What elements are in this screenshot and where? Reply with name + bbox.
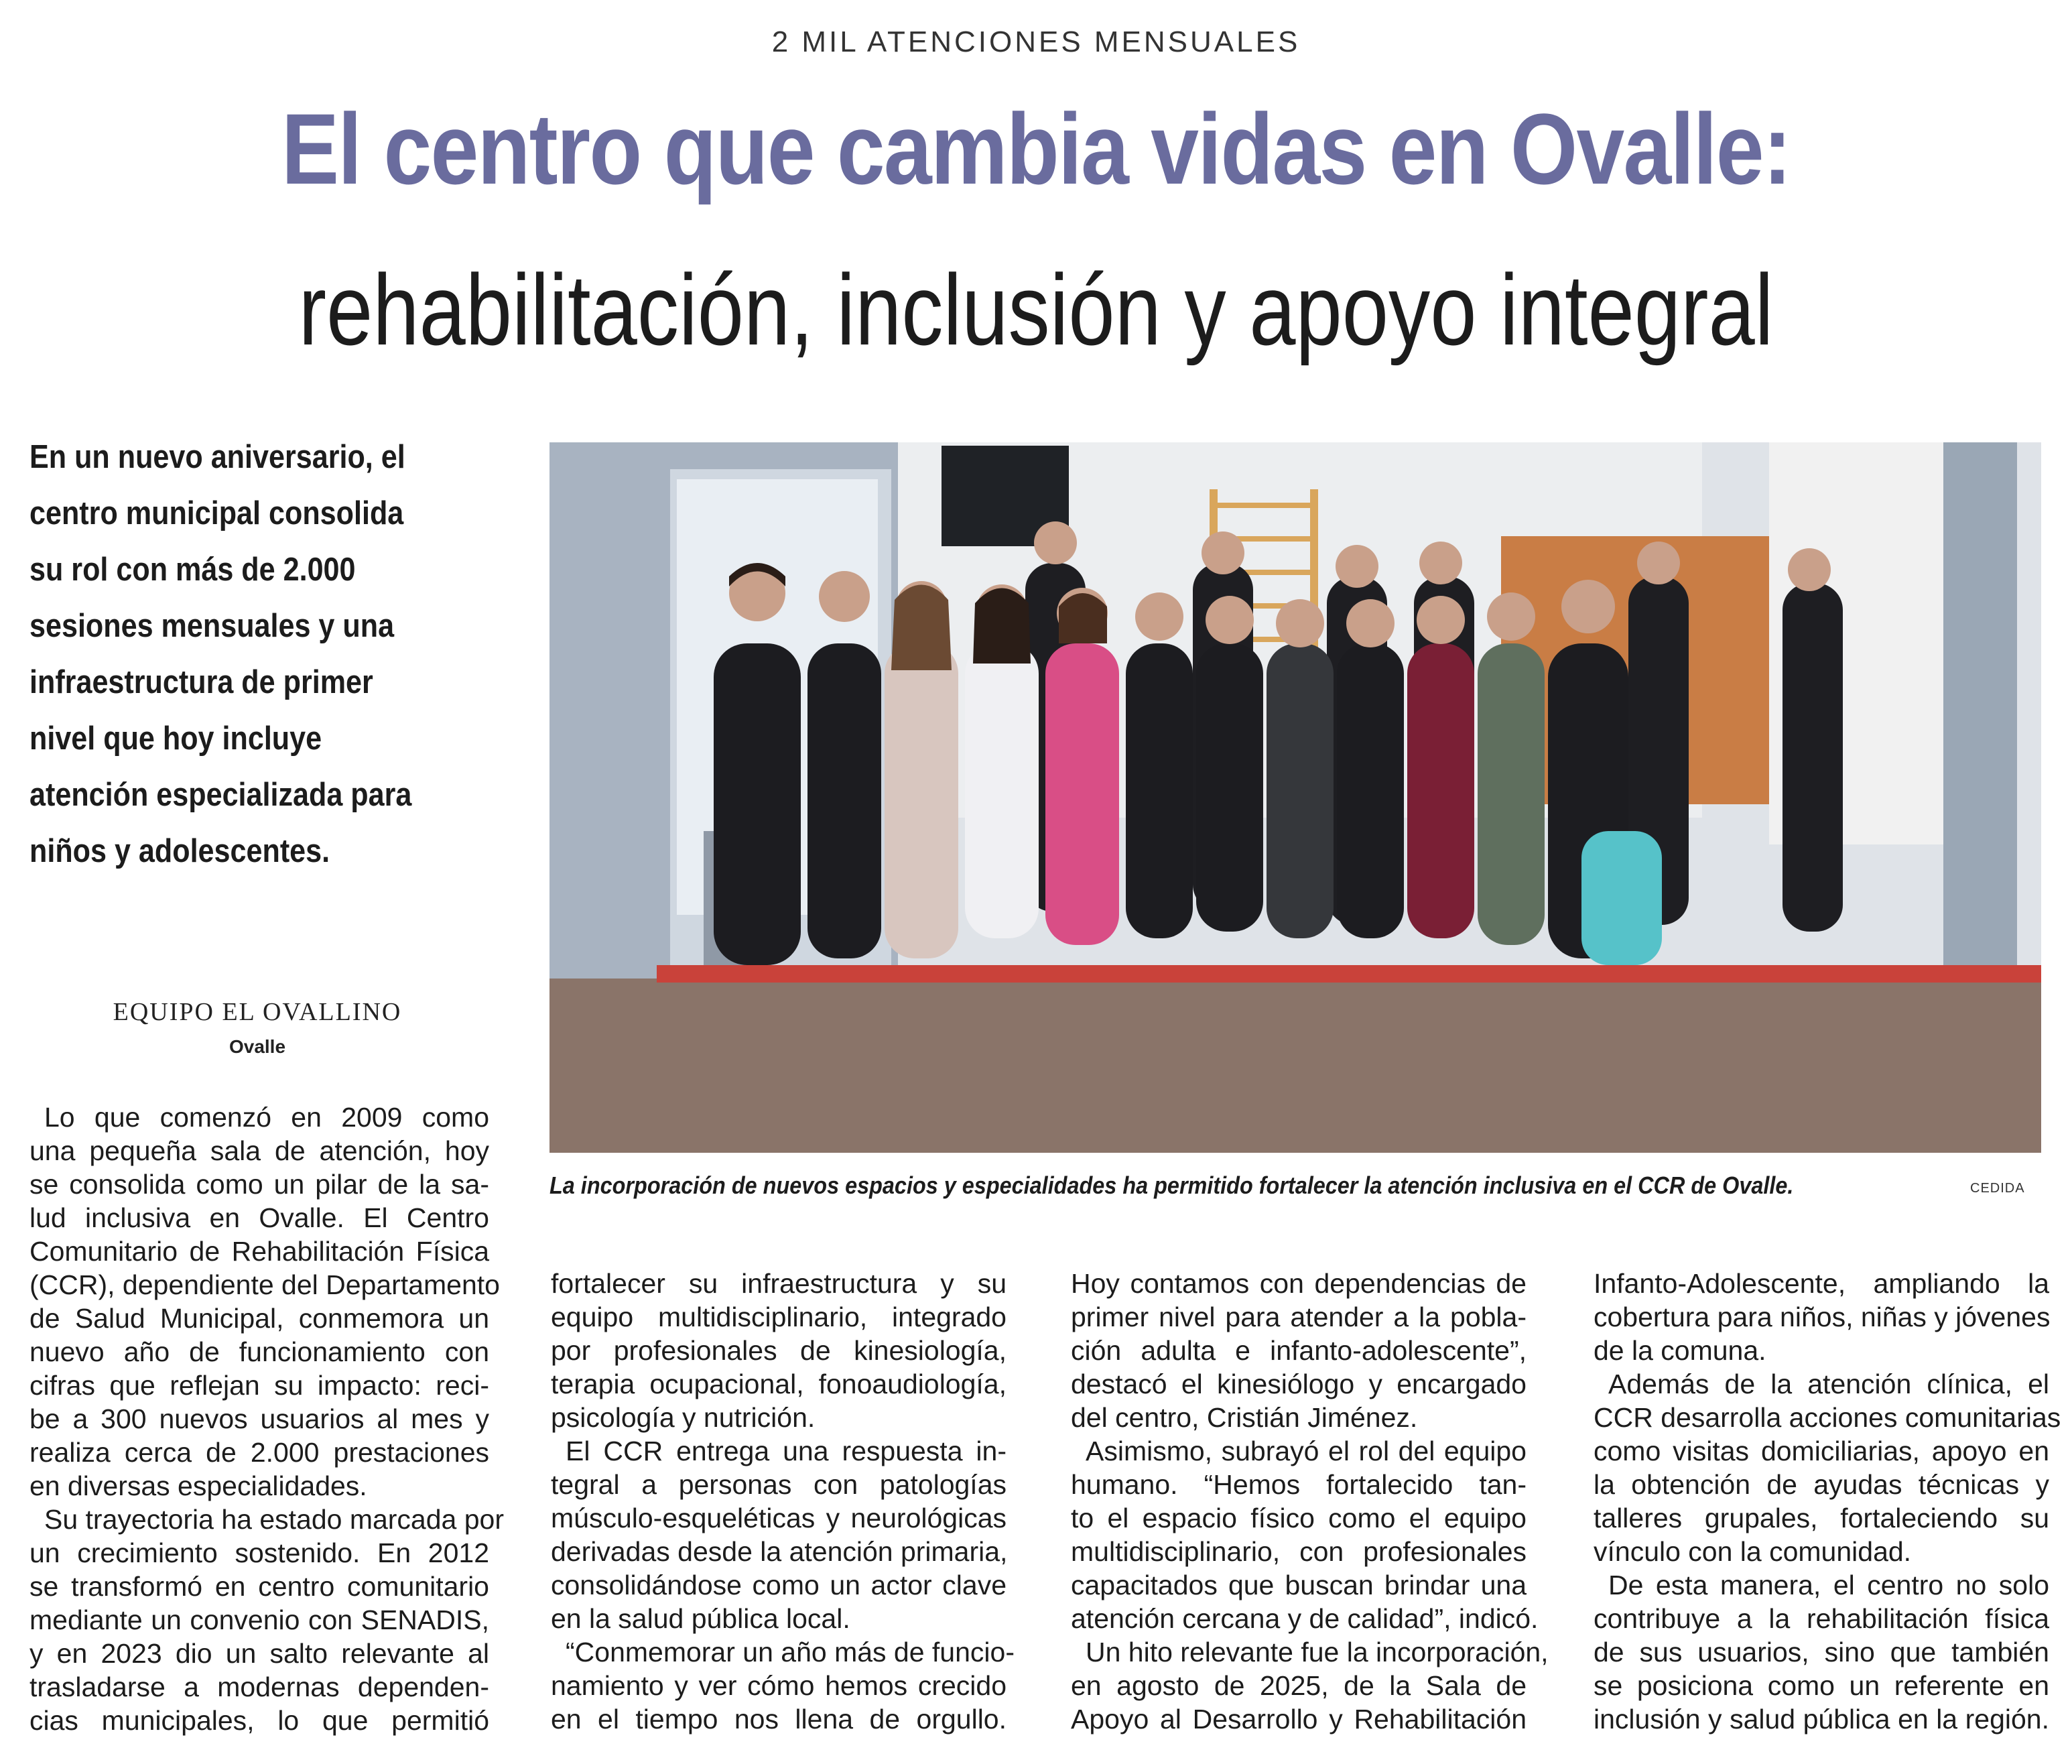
body-line: psicología y nutrición.: [551, 1402, 816, 1433]
body-line: derivadas desde la atención primaria,: [551, 1536, 1008, 1567]
body-line: De esta manera, el centro no solo: [1608, 1570, 2049, 1600]
body-line: destacó el kinesiólogo y encargado: [1071, 1369, 1527, 1399]
body-line: Apoyo al Desarrollo y Rehabilitación: [1071, 1704, 1527, 1735]
lead-line: sesiones mensuales y una: [29, 608, 395, 644]
body-line: lud inclusiva en Ovalle. El Centro: [29, 1202, 489, 1233]
body-line: y en 2023 dio un salto relevante al: [29, 1638, 489, 1669]
body-line: cias municipales, lo que permitió: [29, 1705, 489, 1736]
body-line: en diversas especialidades.: [29, 1470, 367, 1501]
lead-line: niños y adolescentes.: [29, 833, 330, 869]
body-line: (CCR), dependiente del Departamento: [29, 1269, 500, 1300]
body-line: en el tiempo nos llena de orgullo.: [551, 1704, 1007, 1735]
body-line: un crecimiento sostenido. En 2012: [29, 1537, 489, 1568]
body-line: Un hito relevante fue la incorporación,: [1086, 1637, 1549, 1667]
body-line: se consolida como un pilar de la sa-: [29, 1169, 489, 1200]
article-column-1: [29, 1100, 504, 1737]
body-line: Asimismo, subrayó el rol del equipo: [1086, 1436, 1527, 1466]
kicker: 2 MIL ATENCIONES MENSUALES: [771, 25, 1301, 58]
body-line: de la comuna.: [1594, 1335, 1766, 1366]
lead-paragraph: [29, 429, 454, 879]
body-line: cifras que reflejan su impacto: reci-: [29, 1370, 489, 1401]
body-line: CCR desarrolla acciones comunitarias: [1594, 1402, 2061, 1433]
body-line: inclusión y salud pública en la región.: [1594, 1704, 2049, 1735]
photo-credit: CEDIDA: [1970, 1181, 2025, 1196]
article-column-4: [1594, 1267, 2061, 1736]
body-line: primer nivel para atender a la pobla-: [1071, 1302, 1527, 1332]
body-line: como visitas domiciliarias, apoyo en: [1594, 1436, 2049, 1466]
headline-line-1: El centro que cambia vidas en Ovalle:: [281, 92, 1791, 205]
photo-caption: La incorporación de nuevos espacios y especialidades ha permitido fortalecer la atención inclusiva en el CCR de Ovalle.: [549, 1172, 1794, 1199]
body-line: de Salud Municipal, conmemora un: [29, 1303, 489, 1334]
body-line: Lo que comenzó en 2009 como: [44, 1102, 489, 1133]
body-line: namiento y ver cómo hemos crecido: [551, 1670, 1007, 1701]
lead-line: En un nuevo aniversario, el: [29, 439, 405, 475]
lead-line: infraestructura de primer: [29, 664, 373, 700]
body-line: “Conmemorar un año más de funcio-: [566, 1637, 1015, 1667]
team-photo: [549, 442, 2041, 1153]
body-line: de sus usuarios, sino que también: [1594, 1637, 2049, 1667]
body-line: El CCR entrega una respuesta in-: [566, 1436, 1007, 1466]
lead-line: su rol con más de 2.000: [29, 552, 356, 588]
body-line: terapia ocupacional, fonoaudiología,: [551, 1369, 1007, 1399]
headline-line-2: rehabilitación, inclusión y apoyo integral: [298, 253, 1774, 366]
body-line: capacitados que buscan brindar una: [1071, 1570, 1527, 1600]
lead-line: atención especializada para: [29, 777, 412, 813]
lead-line: nivel que hoy incluye: [29, 720, 322, 757]
article-column-3: [1071, 1267, 1549, 1736]
body-line: humano. “Hemos fortalecido tan-: [1071, 1469, 1527, 1500]
body-line: Comunitario de Rehabilitación Física: [29, 1236, 489, 1267]
body-line: ción adulta e infanto-adolescente”,: [1071, 1335, 1527, 1366]
body-line: se transformó en centro comunitario: [29, 1571, 489, 1602]
body-line: trasladarse a modernas dependen-: [29, 1672, 489, 1702]
body-line: una pequeña sala de atención, hoy: [29, 1135, 489, 1166]
body-line: fortalecer su infraestructura y su: [551, 1268, 1007, 1299]
lead-line: centro municipal consolida: [29, 495, 404, 531]
body-line: multidisciplinario, con profesionales: [1071, 1536, 1527, 1567]
body-line: talleres grupales, fortaleciendo su: [1594, 1503, 2049, 1533]
body-line: Hoy contamos con dependencias de: [1071, 1268, 1527, 1299]
body-line: be a 300 nuevos usuarios al mes y: [29, 1403, 489, 1434]
byline: EQUIPO EL OVALLINO: [113, 998, 402, 1026]
body-line: por profesionales de kinesiología,: [551, 1335, 1007, 1366]
body-line: del centro, Cristián Jiménez.: [1071, 1402, 1418, 1433]
body-line: to el espacio físico como el equipo: [1071, 1503, 1527, 1533]
body-line: equipo multidisciplinario, integrado: [551, 1302, 1007, 1332]
body-line: atención cercana y de calidad”, indicó.: [1071, 1603, 1539, 1634]
article-column-2: [551, 1267, 1015, 1736]
body-line: realiza cerca de 2.000 prestaciones: [29, 1437, 489, 1468]
body-line: vínculo con la comunidad.: [1594, 1536, 1912, 1567]
body-line: consolidándose como un actor clave: [551, 1570, 1007, 1600]
body-line: Su trayectoria ha estado marcada por: [44, 1504, 504, 1535]
body-line: la obtención de ayudas técnicas y: [1594, 1469, 2049, 1500]
body-line: cobertura para niños, niñas y jóvenes: [1594, 1302, 2051, 1332]
body-line: en la salud pública local.: [551, 1603, 850, 1634]
dateline-location: Ovalle: [229, 1036, 286, 1057]
body-line: músculo-esqueléticas y neurológicas: [551, 1503, 1007, 1533]
body-line: contribuye a la rehabilitación física: [1594, 1603, 2049, 1634]
body-line: Infanto-Adolescente, ampliando la: [1594, 1268, 2049, 1299]
body-line: nuevo año de funcionamiento con: [29, 1336, 489, 1367]
body-line: tegral a personas con patologías: [551, 1469, 1007, 1500]
body-line: en agosto de 2025, de la Sala de: [1071, 1670, 1527, 1701]
body-line: mediante un convenio con SENADIS,: [29, 1604, 489, 1635]
body-line: Además de la atención clínica, el: [1608, 1369, 2049, 1399]
body-line: se posiciona como un referente en: [1594, 1670, 2049, 1701]
